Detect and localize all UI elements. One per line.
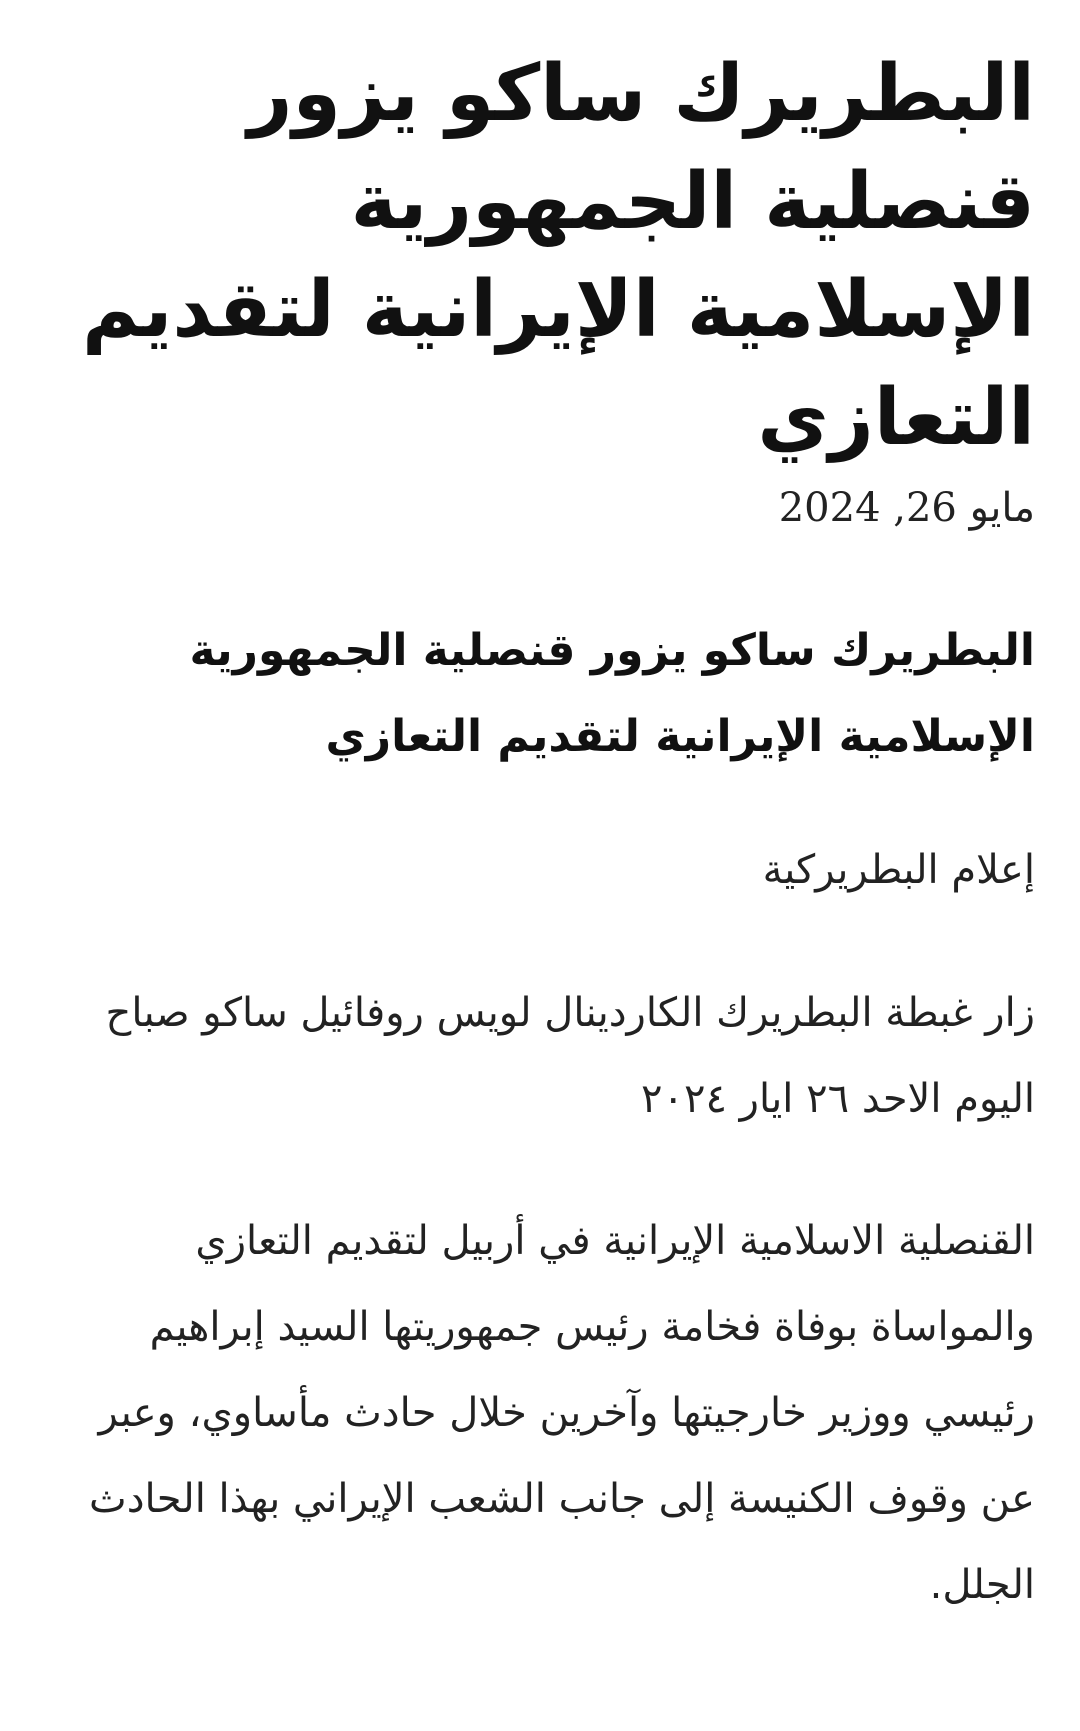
article-date: مايو 26, 2024	[778, 485, 1035, 531]
article-paragraph-1: زار غبطة البطريرك الكاردينال لويس روفائيل ساكو صباح اليوم الاحد ٢٦ ايار ٢٠٢٤	[105, 990, 1035, 1122]
article-headline: البطريرك ساكو يزور قنصلية الجمهورية الإسلامية الإيرانية لتقديم التعازي	[81, 49, 1035, 463]
article-paragraph-2: القنصلية الاسلامية الإيرانية في أربيل لتقديم التعازي والمواساة بوفاة فخامة رئيس جمهوريتها السيد إبراهيم رئيسي ووزير خارجيتها وآخرين خلال حادث مأساوي، وعبر عن وقوف الكنيسة إلى جانب الشعب الإيراني بهذا الحادث الجلل.	[89, 1218, 1035, 1608]
article-subheadline: البطريرك ساكو يزور قنصلية الجمهورية الإسلامية الإيرانية لتقديم التعازي	[189, 625, 1035, 762]
article-source: إعلام البطريركية	[762, 847, 1035, 893]
